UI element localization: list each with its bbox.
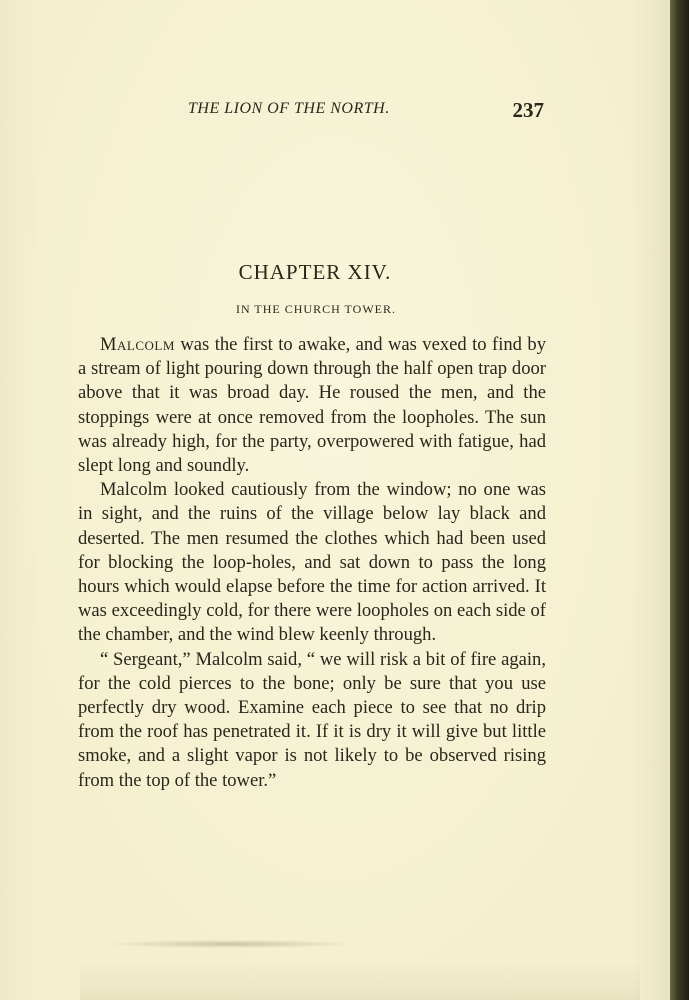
page-number: 237 — [512, 98, 544, 122]
book-edge — [670, 0, 689, 1000]
running-head-title: THE LION OF THE NORTH. — [188, 100, 390, 117]
page-bottom-shade — [80, 960, 640, 1000]
page-smudge — [110, 940, 350, 948]
paragraph-3: “ Sergeant,” Malcolm said, “ we will risk a bit of fire again, for the cold pierces to the bone; only be sure that you use perfectly dry wood. Examine each piece to see that no drip from the roof has penetrated it. If it is dry it will give but little smoke, and a slight vapor is not likely to be observed rising from the top of the tower.” — [78, 648, 546, 791]
body-text — [78, 333, 546, 793]
running-head — [188, 100, 544, 126]
paragraph-1-text: was the first to awake, and was vexed to find by a stream of light pouring down through the half open trap door above that it was broad day. He roused the men, and the stoppings were at once removed from the loopholes. The sun was already high, for the party, overpowered with fatigue, had slept long and soundly. — [78, 334, 546, 477]
chapter-title: CHAPTER XIV. — [238, 260, 392, 284]
paragraph-1-lead: Malcolm — [100, 334, 175, 355]
paragraph-1 — [78, 333, 546, 478]
chapter-subtitle: IN THE CHURCH TOWER. — [235, 302, 396, 316]
paragraph-2: Malcolm looked cautiously from the window; no one was in sight, and the ruins of the village below lay black and deserted. The men resumed the clothes which had been used for blocking the loop-holes, and sat down to pass the long hours which would elapse before the time for action arrived. It was exceedingly cold, for there were loopholes on each side of the chamber, and the wind blew keenly through. — [78, 479, 546, 646]
